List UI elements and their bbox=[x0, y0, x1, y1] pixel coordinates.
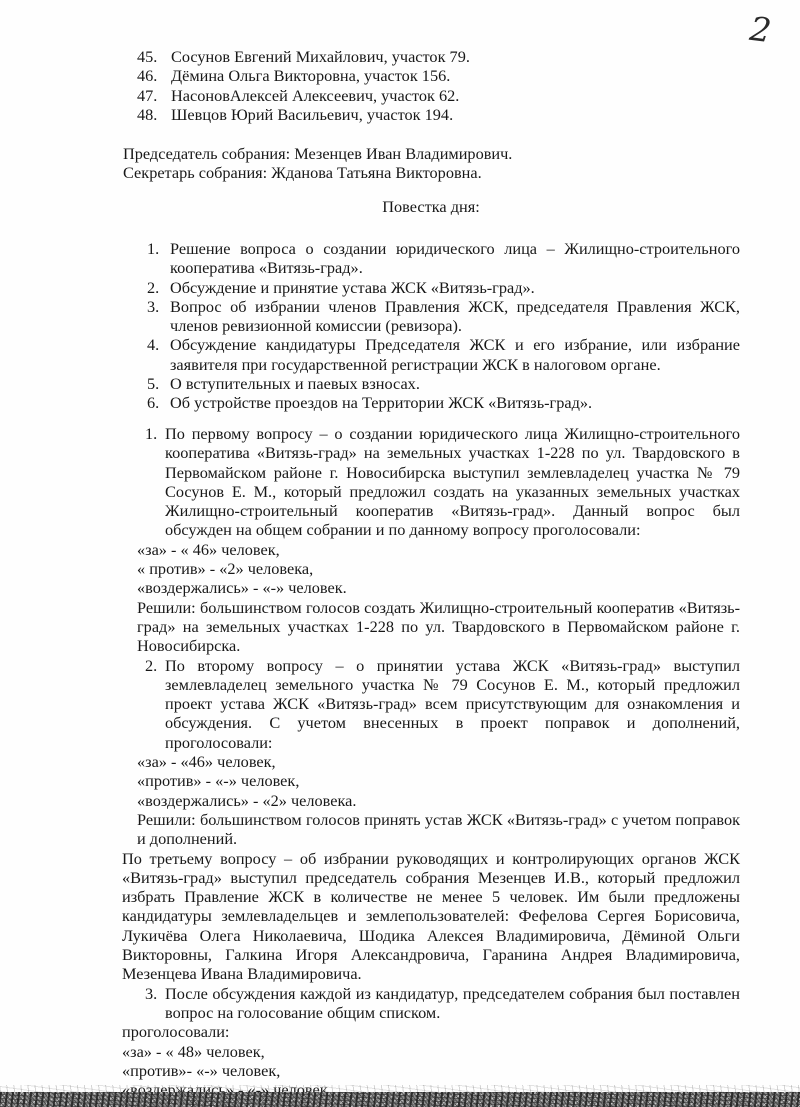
agenda-item bbox=[145, 393, 740, 412]
question-1-paragraph bbox=[122, 424, 740, 540]
agenda-item-text: О вступительных и паевых взносах. bbox=[170, 374, 420, 394]
agenda-item-text: Обсуждение и принятие устава ЖСК «Витязь-град». bbox=[170, 277, 535, 297]
attendee-number: 47. bbox=[137, 85, 158, 105]
agenda-item-number: 5. bbox=[147, 374, 160, 394]
vote-line-q3-for: «за» - « 48» человек, bbox=[122, 1041, 265, 1061]
question-3-subitem-number: 3. bbox=[145, 983, 158, 1003]
question-2-resolution: Решили: большинством голосов принять устав ЖСК «Витязь-град» с учетом поправок и дополнений. bbox=[137, 809, 740, 849]
vote-line-q3-against: «против»- «-» человек, bbox=[122, 1060, 281, 1080]
agenda-list bbox=[145, 239, 740, 413]
voted-label: проголосовали: bbox=[122, 1022, 230, 1042]
vote-line-q2-abstained: «воздержались» - «2» человека. bbox=[137, 790, 357, 810]
question-1-number: 1. bbox=[145, 424, 158, 443]
page-number-handwritten: 2 bbox=[747, 8, 774, 51]
attendee-number: 46. bbox=[137, 66, 158, 86]
attendee-number: 45. bbox=[137, 47, 158, 66]
question-1-resolution: Решили: большинством голосов создать Жилищно-строительный кооператив «Витязь-град» на земельных участках 1-228 по ул. Твардовского в Первомайском районе г. Новосибирска. bbox=[137, 597, 740, 656]
secretary-line: Секретарь собрания: Жданова Татьяна Викторовна. bbox=[123, 163, 482, 183]
question-2-paragraph bbox=[122, 656, 740, 752]
attendee-row bbox=[137, 105, 727, 124]
chairman-line: Председатель собрания: Мезенцев Иван Владимирович. bbox=[123, 144, 513, 163]
question-3-paragraph: По третьему вопросу – об избрании руководящих и контролирующих органов ЖСК «Витязь-град» выступил председатель собрания Мезенцев И.В., который предложил избрать Правление ЖСК в количестве не менее 5 человек. Им были предложены кандидатуры землевладельцев и землепользователей: Фефелова Сергея Борисовича, Лукичёва Олега Николаевича, Шодика Алексея Владимировича, Дёминой Ольги Викторовны, Галкина Игоря Александровича, Гаранина Андрея Владимировича, Мезенцева Ивана Владимировича. bbox=[122, 848, 740, 984]
agenda-item bbox=[145, 297, 740, 336]
agenda-item-text: Решение вопроса о создании юридического лица – Жилищно-строительного кооператива «Витязь-град». bbox=[170, 239, 740, 278]
agenda-title: Повестка дня: bbox=[382, 197, 480, 216]
minutes-section bbox=[122, 424, 740, 1099]
question-1-text: По первому вопросу – о создании юридического лица Жилищно-строительного кооператива «Витязь-град» на земельных участках 1-228 по ул. Твардовского в Первомайском районе г. Новосибирска выступил землевладелец участка № 79 Сосунов Е. М., который предложил создать на указанных земельных участках Жилищно-строительный кооператив «Витязь-град». Данный вопрос был обсужден на общем собрании и по данному вопросу проголосовали: bbox=[165, 424, 740, 540]
agenda-item-number: 1. bbox=[147, 239, 160, 258]
attendee-number: 48. bbox=[137, 104, 158, 124]
vote-line-q2-against: «против» - «-» человек, bbox=[137, 771, 300, 791]
question-2-text: По второму вопросу – о принятии устава ЖСК «Витязь-град» выступил землевладелец земельного участка № 79 Сосунов Е. М., который предложил проект устава ЖСК «Витязь-град» всем присутствующим для ознакомления и обсуждения. С учетом внесенных в проект поправок и дополнений, проголосовали: bbox=[165, 655, 740, 752]
attendee-text: Дёмина Ольга Викторовна, участок 156. bbox=[171, 66, 451, 86]
agenda-item-number: 6. bbox=[147, 393, 160, 413]
attendees-list bbox=[137, 47, 727, 124]
attendee-row bbox=[137, 66, 727, 85]
agenda-item-number: 3. bbox=[147, 296, 160, 316]
agenda-item-text: Вопрос об избрании членов Правления ЖСК, председателя Правления ЖСК, членов ревизионной комиссии (ревизора). bbox=[170, 296, 740, 336]
attendee-row bbox=[137, 47, 727, 66]
vote-line-q1-abstained: «воздержались» - «-» человек. bbox=[137, 578, 347, 598]
attendee-text: Сосунов Евгений Михайлович, участок 79. bbox=[171, 47, 470, 66]
question-3-subitem-text: После обсуждения каждой из кандидатур, председателем собрания был поставлен вопрос на голосование общим списком. bbox=[165, 983, 740, 1022]
vote-line-q2-for: «за» - «46» человек, bbox=[137, 752, 276, 772]
agenda-item-text: Обсуждение кандидатуры Председателя ЖСК и его избрание, или избрание заявителя при государственной регистрации ЖСК в налоговом органе. bbox=[170, 335, 740, 374]
attendee-text: Шевцов Юрий Васильевич, участок 194. bbox=[171, 104, 454, 124]
agenda-item bbox=[145, 278, 740, 297]
question-2-number: 2. bbox=[145, 655, 158, 675]
vote-line-q1-against: « против» - «2» человека, bbox=[137, 559, 314, 579]
vote-line-q1-for: «за» - « 46» человек, bbox=[137, 539, 280, 559]
agenda-item bbox=[145, 374, 740, 393]
agenda-item-number: 4. bbox=[147, 335, 160, 355]
agenda-item-number: 2. bbox=[147, 277, 160, 297]
scan-noise-band bbox=[0, 1092, 800, 1107]
meeting-officials bbox=[123, 144, 741, 183]
attendee-row bbox=[137, 86, 727, 105]
agenda-item-text: Об устройстве проездов на Территории ЖСК «Витязь-град». bbox=[170, 393, 593, 413]
question-3-subitem bbox=[122, 984, 740, 1023]
attendee-text: НасоновАлексей Алексеевич, участок 62. bbox=[171, 85, 460, 105]
agenda-item bbox=[145, 239, 740, 278]
agenda-item bbox=[145, 335, 740, 374]
